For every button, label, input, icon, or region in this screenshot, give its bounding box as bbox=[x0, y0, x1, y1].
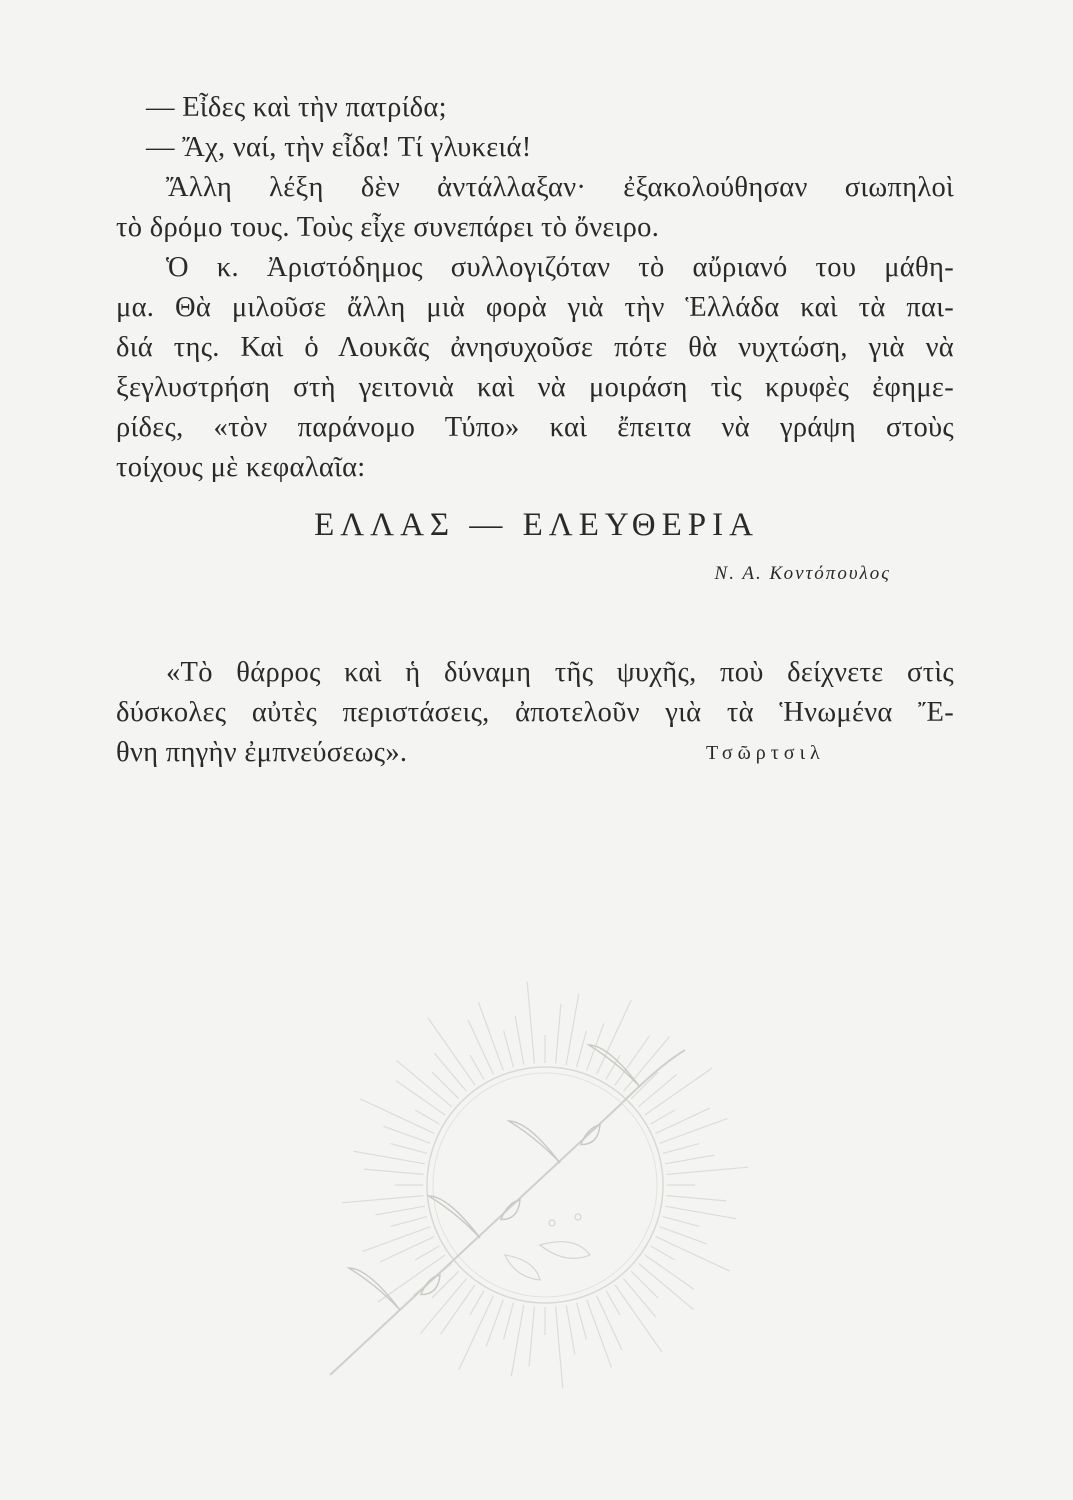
paragraph-line: διά της. Καὶ ὁ Λουκᾶς ἀνησυχοῦσε πότε θὰ νυχτώση, γιὰ νὰ bbox=[116, 332, 954, 363]
author-signature: Ν. Α. Κοντόπουλος bbox=[714, 563, 891, 584]
sun-ray bbox=[556, 1004, 561, 1064]
sun-ray bbox=[376, 1206, 425, 1215]
sun-ray bbox=[396, 1081, 445, 1115]
sun-ray bbox=[597, 1296, 622, 1350]
sun-ray bbox=[364, 1169, 424, 1174]
sun-ray bbox=[651, 1110, 675, 1124]
sun-ray bbox=[415, 1246, 439, 1260]
sun-ray bbox=[667, 1167, 749, 1174]
sun-ray bbox=[663, 1217, 700, 1227]
paragraph-line: ρίδες, «τὸν παράνομο Τύπο» καὶ ἔπειτα νὰ γράψη στοὺς bbox=[116, 412, 954, 443]
sun-ray bbox=[656, 1237, 730, 1272]
quote-line: «Τὸ θάρρος καὶ ἡ δύναμη τῆς ψυχῆς, ποὺ δείχνετε στὶς bbox=[166, 657, 954, 688]
sun-ray bbox=[660, 1119, 728, 1144]
sun-ray bbox=[651, 1246, 675, 1260]
sun-ray bbox=[645, 1255, 694, 1289]
slogan-heading: ΕΛΛΑΣ — ΕΛΕΥΘΕΡΙΑ bbox=[314, 507, 759, 543]
sun-ray bbox=[391, 1144, 428, 1154]
sun-ray bbox=[606, 1291, 620, 1315]
paragraph-line: μα. Θὰ μιλοῦσε ἄλλη μιὰ φορὰ γιὰ τὴν Ἑλλάδα καὶ τὰ παι- bbox=[116, 292, 954, 323]
sun-ray bbox=[441, 1285, 475, 1334]
quote-line: θνη πηγὴν ἐμπνεύσεως». bbox=[116, 737, 408, 768]
sun-ray bbox=[342, 1196, 424, 1203]
sun-ray bbox=[663, 1144, 700, 1154]
dialogue-line-1: — Εἶδες καὶ τὴν πατρίδα; bbox=[146, 92, 447, 123]
laurel-leaf bbox=[509, 1121, 560, 1163]
sun-ray bbox=[566, 1305, 575, 1354]
sun-ray bbox=[380, 1237, 434, 1262]
sun-ray bbox=[363, 1227, 431, 1252]
quote-line: δύσκολες αὐτὲς περιστάσεις, ἀποτελοῦν γιὰ τὰ Ἡνωμένα Ἔ- bbox=[116, 697, 954, 728]
sun-ray bbox=[515, 1016, 524, 1065]
sun-ray bbox=[470, 1055, 484, 1079]
paragraph-line: Ἄλλη λέξη δὲν ἀντάλλαξαν· ἐξακολούθησαν σιωπηλοὶ bbox=[166, 172, 954, 203]
sun-ray bbox=[432, 1072, 459, 1099]
sun-ray bbox=[468, 1020, 493, 1074]
sun-ray bbox=[665, 1155, 714, 1164]
sun-ray bbox=[665, 1206, 736, 1219]
sun-ray bbox=[360, 1099, 434, 1134]
laurel-leaf bbox=[501, 1200, 520, 1220]
sun-ray bbox=[527, 982, 534, 1064]
paragraph-line: Ὁ κ. Ἀριστόδημος συλλογιζόταν τὸ αὔριανό του μάθη- bbox=[166, 252, 954, 283]
sun-ray bbox=[577, 1031, 587, 1068]
quote-last-row bbox=[116, 733, 954, 773]
sun-ray bbox=[529, 1307, 534, 1367]
sun-ray bbox=[504, 1031, 514, 1068]
sun-ray bbox=[667, 1196, 727, 1201]
sun-ray bbox=[566, 994, 579, 1065]
sun-laurel-emblem-icon bbox=[290, 955, 780, 1425]
laurel-leaf bbox=[581, 1125, 600, 1145]
dialogue-line-2: — Ἄχ, ναί, τὴν εἶδα! Τί γλυκειά! bbox=[146, 132, 532, 163]
sun-ray bbox=[415, 1110, 439, 1124]
sun-ray bbox=[479, 1003, 504, 1071]
sun-ray bbox=[631, 1072, 658, 1099]
sun-ray bbox=[577, 1303, 587, 1340]
laurel-leaf bbox=[421, 1275, 440, 1295]
paragraph-line: τοίχους μὲ κεφαλαῖα: bbox=[116, 452, 366, 483]
sun-ray bbox=[656, 1108, 710, 1133]
sun-ray bbox=[556, 1307, 563, 1389]
sun-ray bbox=[434, 1053, 466, 1091]
story-text bbox=[116, 88, 954, 488]
sun-ray bbox=[459, 1296, 494, 1370]
sun-ray bbox=[470, 1291, 484, 1315]
quote-signature: Τσῶρτσιλ bbox=[706, 742, 825, 764]
paragraph-line: τὸ δρόμο τους. Τοὺς εἶχε συνεπάρει τὸ ὄνειρο. bbox=[116, 212, 660, 243]
sun-ray bbox=[587, 1300, 612, 1368]
paragraph-line: ξεγλυστρήση στὴ γειτονιὰ καὶ νὰ μοιράση τὶς κρυφὲς ἐφημε- bbox=[116, 372, 954, 403]
sun-ray bbox=[391, 1217, 428, 1227]
sun-ray bbox=[354, 1151, 425, 1164]
sun-ray bbox=[631, 1271, 658, 1298]
sun-ray bbox=[639, 1074, 677, 1106]
sun-ray bbox=[511, 1305, 524, 1376]
sun-ray bbox=[623, 1279, 655, 1317]
churchill-quote bbox=[116, 653, 954, 773]
sun-ray bbox=[504, 1303, 514, 1340]
laurel-leaf bbox=[349, 1268, 400, 1310]
